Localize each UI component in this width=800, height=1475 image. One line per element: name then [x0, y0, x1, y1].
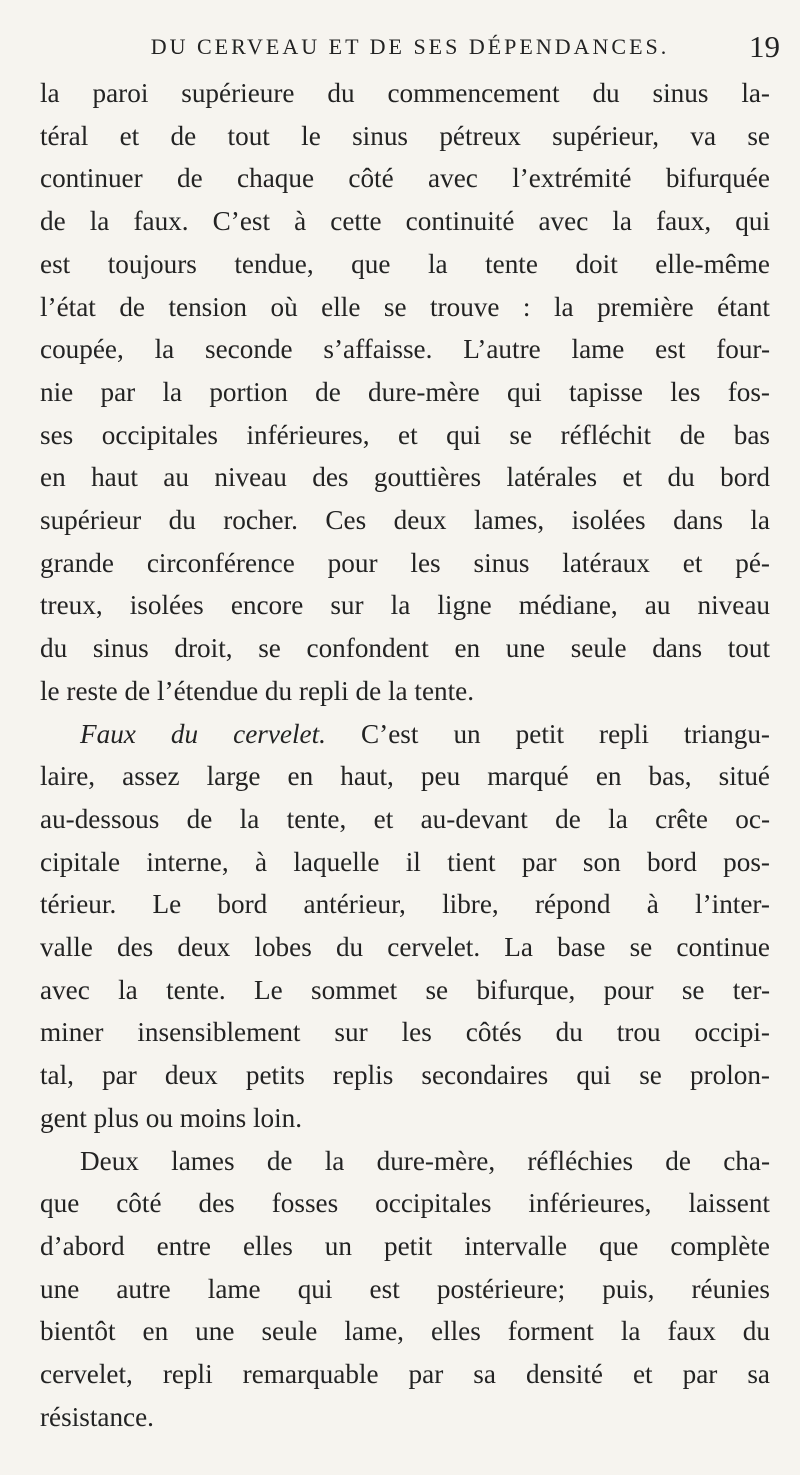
section-heading-faux-du-cervelet: Faux du cervelet. [80, 718, 326, 749]
text-line: valle des deux lobes du cervelet. La base se continue [40, 932, 770, 963]
text-line: avec la tente. Le sommet se bifurque, pour se ter- [40, 974, 770, 1005]
text-line: tal, par deux petits replis secondaires qui se prolon- [40, 1060, 770, 1091]
text-line: le reste de l’étendue du repli de la tente. [40, 675, 475, 706]
text-line [40, 713, 770, 756]
text-line: d’abord entre elles un petit intervalle que complète [40, 1230, 770, 1261]
text-line: laire, assez large en haut, peu marqué en bas, situé [40, 761, 770, 792]
text-line: au-dessous de la tente, et au-devant de la crête oc- [40, 803, 770, 834]
text-line: ses occipitales inférieures, et qui se réfléchit de bas [40, 419, 770, 450]
running-head [40, 30, 780, 64]
text-line: bientôt en une seule lame, elles forment la faux du [40, 1316, 770, 1347]
text-line: une autre lame qui est postérieure; puis, réunies [40, 1273, 770, 1304]
text-line: continuer de chaque côté avec l’extrémité bifurquée [40, 163, 770, 194]
text-line: térieur. Le bord antérieur, libre, répond à l’inter- [40, 889, 770, 920]
text-line: l’état de tension où elle se trouve : la première étant [40, 291, 770, 322]
text-line: cipitale interne, à laquelle il tient par son bord pos- [40, 846, 770, 877]
text-line: Deux lames de la dure-mère, réfléchies de cha- [80, 1145, 770, 1176]
text-line: téral et de tout le sinus pétreux supérieur, va se [40, 120, 770, 151]
page-number: 19 [749, 29, 780, 64]
paragraph-deux-lames [40, 1140, 770, 1439]
text-line: que côté des fosses occipitales inférieures, laissent [40, 1188, 770, 1219]
text-line: nie par la portion de dure-mère qui tapisse les fos- [40, 376, 770, 407]
text-line: supérieur du rocher. Ces deux lames, isolées dans la [40, 505, 770, 536]
paragraph-tente [40, 72, 770, 713]
text-line: en haut au niveau des gouttières latérales et du bord [40, 462, 770, 493]
text-line-rest: C’est un petit repli triangu- [325, 718, 770, 749]
text-line: gent plus ou moins loin. [40, 1102, 303, 1133]
text-line: de la faux. C’est à cette continuité avec la faux, qui [40, 206, 770, 237]
text-line: miner insensiblement sur les côtés du trou occipi- [40, 1017, 770, 1048]
running-title: DU CERVEAU ET DE SES DÉPENDANCES. [150, 34, 670, 59]
text-line: est toujours tendue, que la tente doit elle-même [40, 248, 770, 279]
text-line: résistance. [40, 1401, 154, 1432]
text-line: coupée, la seconde s’affaisse. L’autre lame est four- [40, 334, 770, 365]
text-line: la paroi supérieure du commencement du sinus la- [40, 78, 770, 108]
text-line: cervelet, repli remarquable par sa densité et par sa [40, 1359, 770, 1390]
paragraph-faux-du-cervelet [40, 713, 770, 1140]
text-line: treux, isolées encore sur la ligne médiane, au niveau [40, 590, 770, 621]
body-text [40, 72, 770, 1439]
text-line: du sinus droit, se confondent en une seule dans tout [40, 633, 770, 664]
text-line: grande circonférence pour les sinus latéraux et pé- [40, 547, 770, 578]
